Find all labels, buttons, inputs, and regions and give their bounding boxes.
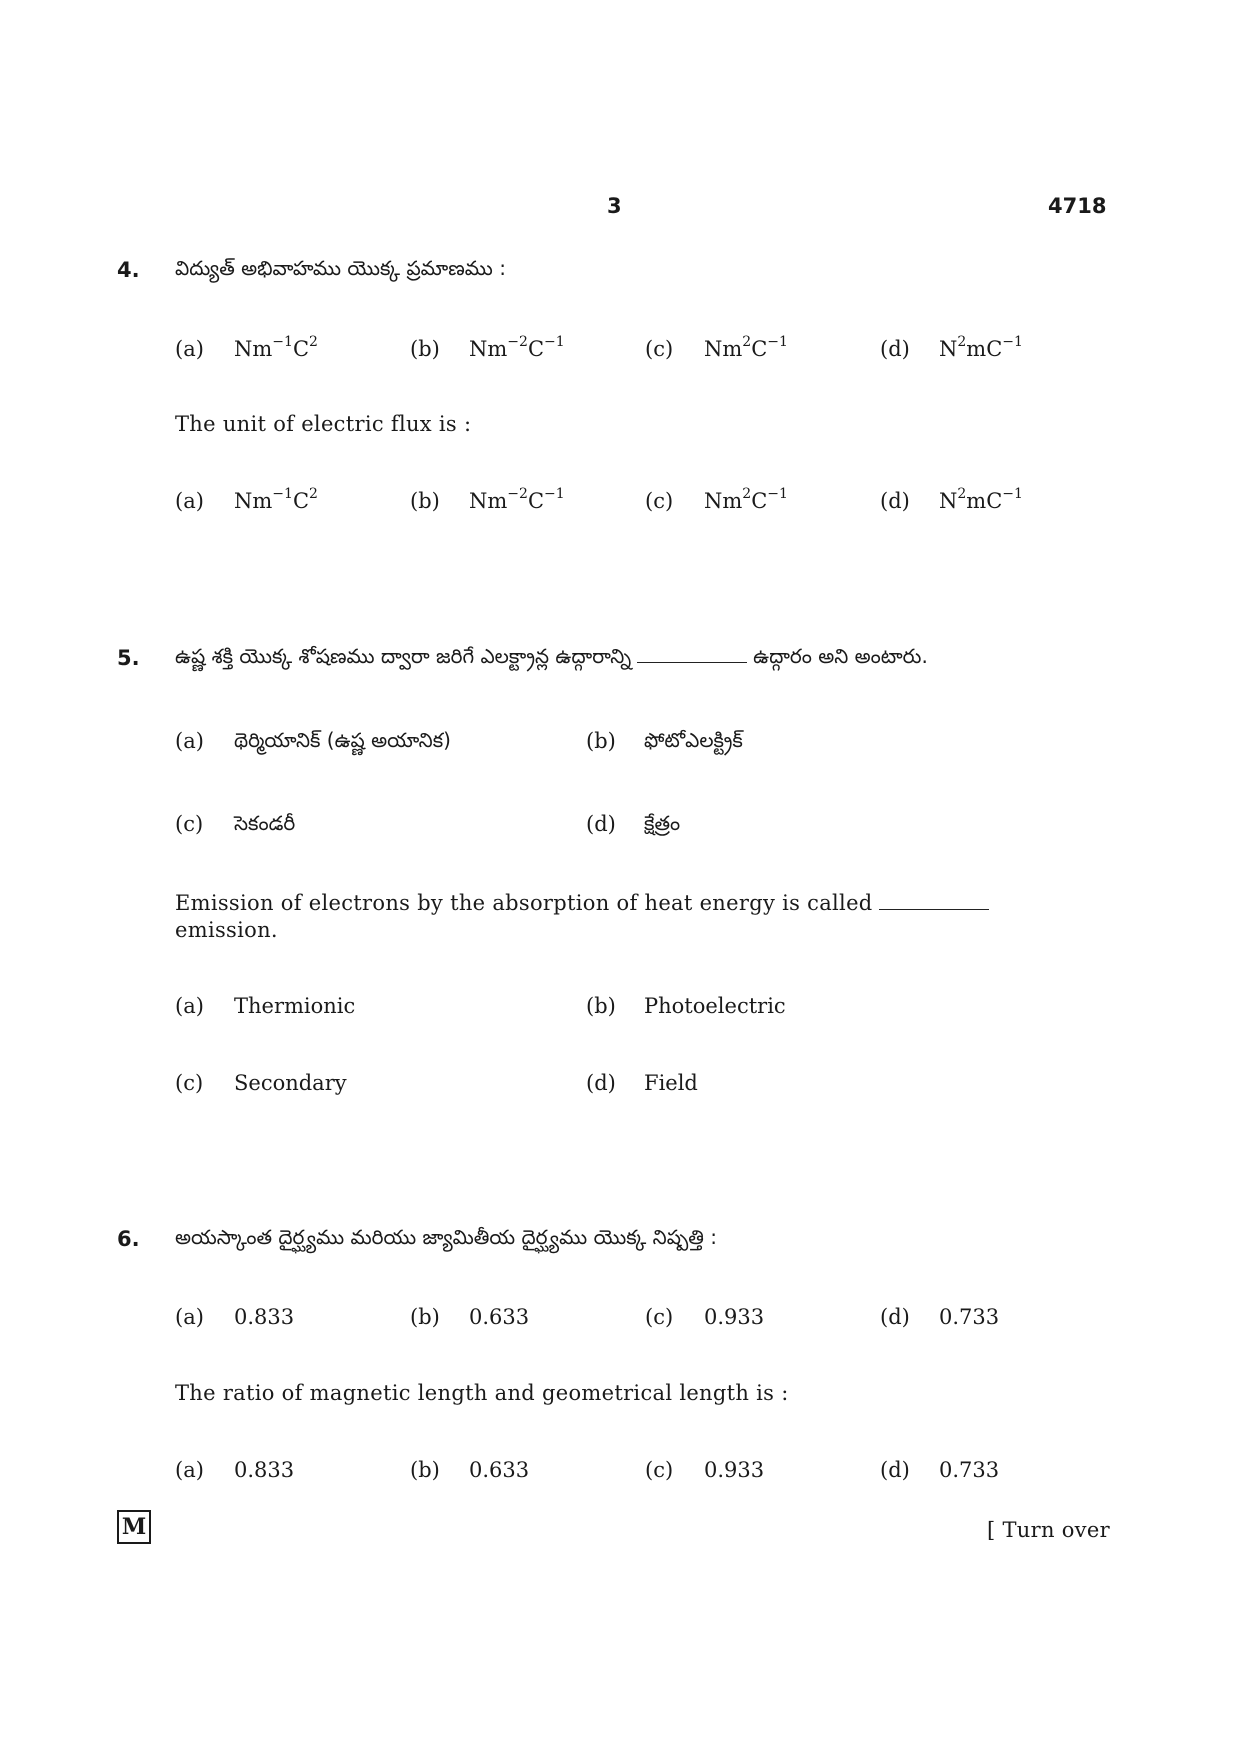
question-6-english-text: The ratio of magnetic length and geometrical length is : <box>175 1381 789 1405</box>
option-label: (a) <box>175 489 204 513</box>
option-value: క్షేత్రం <box>644 811 681 835</box>
question-4-telugu-text: విద్యుత్ అభివాహము యొక్క ప్రమాణము : <box>175 256 506 280</box>
question-5-telugu-text: ఉష్ణ శక్తి యొక్క శోషణము ద్వారా జరిగే ఎలక్ట్రాన్ల ఉద్గారాన్ని ఉద్గారం అని అంటారు. <box>175 644 928 668</box>
option-value: Photoelectric <box>644 994 786 1018</box>
option-label: (d) <box>880 337 910 361</box>
option-label: (d) <box>586 1071 616 1095</box>
option-label: (b) <box>410 489 440 513</box>
option-value: $N^2mC^{-1}$ <box>939 334 1023 361</box>
option-value: $Nm^{-2}C^{-1}$ <box>469 486 565 513</box>
option-label: (c) <box>645 1458 674 1482</box>
option-value: 0.733 <box>939 1305 1000 1329</box>
answer-blank <box>879 909 989 910</box>
option-value: 0.933 <box>704 1458 765 1482</box>
option-value: Field <box>644 1071 698 1095</box>
option-label: (d) <box>880 1458 910 1482</box>
question-5-english-text: Emission of electrons by the absorption of heat energy is called <box>175 891 995 915</box>
option-label: (b) <box>410 1305 440 1329</box>
option-value: $Nm^2C^{-1}$ <box>704 334 788 361</box>
option-label: (b) <box>586 994 616 1018</box>
option-label: (a) <box>175 337 204 361</box>
option-label: (a) <box>175 1305 204 1329</box>
answer-blank <box>637 662 747 663</box>
option-value: $Nm^{-2}C^{-1}$ <box>469 334 565 361</box>
option-label: (a) <box>175 1458 204 1482</box>
option-label: (b) <box>586 729 616 753</box>
option-value: థెర్మియానిక్ (ఉష్ణ అయానిక) <box>234 728 451 752</box>
option-label: (c) <box>175 1071 204 1095</box>
question-4-number: 4. <box>117 258 140 282</box>
page-number: 3 <box>607 194 622 218</box>
option-label: (a) <box>175 994 204 1018</box>
option-value: సెకండరీ <box>234 811 296 835</box>
option-value: 0.633 <box>469 1305 530 1329</box>
option-value: 0.733 <box>939 1458 1000 1482</box>
option-value: ఫోటోఎలక్ట్రిక్ <box>644 728 743 752</box>
option-label: (b) <box>410 337 440 361</box>
option-label: (d) <box>880 489 910 513</box>
question-6-telugu-text: అయస్కాంత దైర్ఘ్యము మరియు జ్యామితీయ దైర్ఘ్యము యొక్క నిష్పత్తి : <box>175 1225 717 1249</box>
option-label: (c) <box>645 337 674 361</box>
paper-code: 4718 <box>1048 194 1107 218</box>
option-label: (c) <box>175 812 204 836</box>
medium-mark-box: M <box>117 1510 151 1544</box>
question-6-number: 6. <box>117 1227 140 1251</box>
option-label: (c) <box>645 489 674 513</box>
option-value: 0.833 <box>234 1305 295 1329</box>
option-label: (d) <box>586 812 616 836</box>
option-value: $Nm^{-1}C^2$ <box>234 334 318 361</box>
option-value: 0.633 <box>469 1458 530 1482</box>
question-4-english-text: The unit of electric flux is : <box>175 412 472 436</box>
option-value: $Nm^2C^{-1}$ <box>704 486 788 513</box>
option-value: $Nm^{-1}C^2$ <box>234 486 318 513</box>
turn-over-note: [ Turn over <box>987 1518 1110 1542</box>
question-5-number: 5. <box>117 646 140 670</box>
option-value: Thermionic <box>234 994 356 1018</box>
option-value: 0.933 <box>704 1305 765 1329</box>
question-5-english-text-line2: emission. <box>175 918 278 942</box>
option-label: (b) <box>410 1458 440 1482</box>
option-value: $N^2mC^{-1}$ <box>939 486 1023 513</box>
option-value: Secondary <box>234 1071 347 1095</box>
option-label: (d) <box>880 1305 910 1329</box>
option-label: (a) <box>175 729 204 753</box>
option-value: 0.833 <box>234 1458 295 1482</box>
option-label: (c) <box>645 1305 674 1329</box>
